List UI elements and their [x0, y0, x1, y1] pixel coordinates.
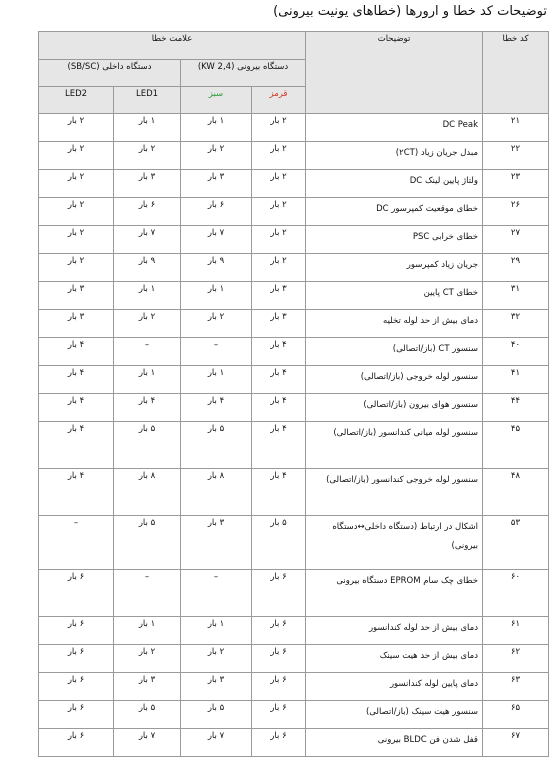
- green-blinks: ۸ بار: [181, 469, 252, 516]
- led1-blinks: ۷ بار: [114, 729, 181, 757]
- led2-blinks: ۲ بار: [39, 142, 114, 170]
- green-blinks: ۲ بار: [181, 310, 252, 338]
- green-blinks: ۳ بار: [181, 673, 252, 701]
- led1-blinks: ۶ بار: [114, 198, 181, 226]
- table-row: [39, 114, 549, 142]
- green-blinks: ۳ بار: [181, 170, 252, 198]
- green-blinks: ۵ بار: [181, 422, 252, 469]
- led2-blinks: ۶ بار: [39, 729, 114, 757]
- green-blinks: ۱ بار: [181, 366, 252, 394]
- table-row: [39, 570, 549, 617]
- led1-blinks: ۵ بار: [114, 701, 181, 729]
- red-blinks: ۴ بار: [252, 422, 306, 469]
- error-code: ۲۱: [483, 114, 549, 142]
- error-description: خطای چک سام EPROM دستگاه بیرونی: [306, 570, 483, 617]
- red-blinks: ۶ بار: [252, 729, 306, 757]
- table-row: [39, 338, 549, 366]
- led2-blinks: ۳ بار: [39, 310, 114, 338]
- error-code: ۴۴: [483, 394, 549, 422]
- led1-blinks: ۱ بار: [114, 114, 181, 142]
- red-blinks: ۶ بار: [252, 570, 306, 617]
- red-blinks: ۶ بار: [252, 645, 306, 673]
- error-description: ولتاژ پایین لینک DC: [306, 170, 483, 198]
- error-code: ۴۵: [483, 422, 549, 469]
- header-red: قرمز: [252, 87, 306, 114]
- green-blinks: ۱ بار: [181, 282, 252, 310]
- red-blinks: ۴ بار: [252, 394, 306, 422]
- error-description: سنسور لوله میانی کندانسور (باز/اتصالی): [306, 422, 483, 469]
- error-code: ۶۵: [483, 701, 549, 729]
- error-code: ۶۳: [483, 673, 549, 701]
- led1-blinks: ۲ بار: [114, 645, 181, 673]
- red-blinks: ۶ بار: [252, 673, 306, 701]
- error-description: اشکال در ارتباط (دستگاه داخلی↔دستگاه بیرونی): [306, 516, 483, 570]
- led2-blinks: ۴ بار: [39, 469, 114, 516]
- error-description: خطای CT پایین: [306, 282, 483, 310]
- led1-blinks: ۱ بار: [114, 366, 181, 394]
- page-title: توضیحات کد خطا و ارورها (خطاهای یونیت بیرونی): [273, 4, 547, 19]
- red-blinks: ۴ بار: [252, 469, 306, 516]
- error-description: خطای خرابی PSC: [306, 226, 483, 254]
- table-row: [39, 394, 549, 422]
- error-code: ۲۶: [483, 198, 549, 226]
- led2-blinks: ۴ بار: [39, 394, 114, 422]
- led2-blinks: ۲ بار: [39, 254, 114, 282]
- error-description: سنسور CT (باز/اتصالی): [306, 338, 483, 366]
- led2-blinks: ۴ بار: [39, 366, 114, 394]
- led2-blinks: ۶ بار: [39, 570, 114, 617]
- error-code: ۲۹: [483, 254, 549, 282]
- red-blinks: ۲ بار: [252, 170, 306, 198]
- error-description: قفل شدن فن BLDC بیرونی: [306, 729, 483, 757]
- led1-blinks: ۲ بار: [114, 310, 181, 338]
- table-row: [39, 469, 549, 516]
- table-row: [39, 170, 549, 198]
- error-code: ۳۲: [483, 310, 549, 338]
- red-blinks: ۲ بار: [252, 114, 306, 142]
- led2-blinks: ۶ بار: [39, 617, 114, 645]
- table-row: [39, 310, 549, 338]
- error-description: جریان زیاد کمپرسور: [306, 254, 483, 282]
- led1-blinks: –: [114, 338, 181, 366]
- green-blinks: ۳ بار: [181, 516, 252, 570]
- green-blinks: ۷ بار: [181, 226, 252, 254]
- table-row: [39, 422, 549, 469]
- header-led2: LED2: [39, 87, 114, 114]
- led1-blinks: ۴ بار: [114, 394, 181, 422]
- table-row: [39, 645, 549, 673]
- table-row: [39, 142, 549, 170]
- error-description: سنسور هوای بیرون (باز/اتصالی): [306, 394, 483, 422]
- error-code: ۶۰: [483, 570, 549, 617]
- table-row: [39, 516, 549, 570]
- led2-blinks: ۲ بار: [39, 114, 114, 142]
- green-blinks: ۶ بار: [181, 198, 252, 226]
- error-code: ۶۲: [483, 645, 549, 673]
- red-blinks: ۴ بار: [252, 338, 306, 366]
- green-blinks: ۲ بار: [181, 142, 252, 170]
- table-row: [39, 617, 549, 645]
- red-blinks: ۵ بار: [252, 516, 306, 570]
- error-code: ۲۷: [483, 226, 549, 254]
- red-blinks: ۲ بار: [252, 142, 306, 170]
- error-description: دمای بیش از حد لوله کندانسور: [306, 617, 483, 645]
- error-description: سنسور لوله خروجی (باز/اتصالی): [306, 366, 483, 394]
- error-code: ۶۷: [483, 729, 549, 757]
- led2-blinks: ۲ بار: [39, 226, 114, 254]
- led1-blinks: ۹ بار: [114, 254, 181, 282]
- led1-blinks: –: [114, 570, 181, 617]
- table-row: [39, 198, 549, 226]
- red-blinks: ۴ بار: [252, 366, 306, 394]
- error-code: ۵۳: [483, 516, 549, 570]
- led2-blinks: ۴ بار: [39, 338, 114, 366]
- table-row: [39, 282, 549, 310]
- error-code: ۶۱: [483, 617, 549, 645]
- error-description: سنسور هیت سینک (باز/اتصالی): [306, 701, 483, 729]
- error-description: DC Peak: [306, 114, 483, 142]
- led1-blinks: ۷ بار: [114, 226, 181, 254]
- error-description: دمای بیش از حد هیت سینک: [306, 645, 483, 673]
- error-codes-table: [38, 31, 549, 757]
- table-row: [39, 701, 549, 729]
- error-code: ۲۳: [483, 170, 549, 198]
- red-blinks: ۲ بار: [252, 226, 306, 254]
- table-row: [39, 366, 549, 394]
- led1-blinks: ۵ بار: [114, 516, 181, 570]
- header-led1: LED1: [114, 87, 181, 114]
- led2-blinks: ۶ بار: [39, 673, 114, 701]
- red-blinks: ۶ بار: [252, 701, 306, 729]
- led2-blinks: ۲ بار: [39, 198, 114, 226]
- led1-blinks: ۱ بار: [114, 282, 181, 310]
- green-blinks: ۴ بار: [181, 394, 252, 422]
- error-description: مبدل جریان زیاد (۲CT): [306, 142, 483, 170]
- led1-blinks: ۲ بار: [114, 142, 181, 170]
- error-code: ۲۲: [483, 142, 549, 170]
- led2-blinks: –: [39, 516, 114, 570]
- led1-blinks: ۵ بار: [114, 422, 181, 469]
- green-blinks: ۱ بار: [181, 617, 252, 645]
- green-blinks: ۵ بار: [181, 701, 252, 729]
- table-row: [39, 254, 549, 282]
- error-code: ۳۱: [483, 282, 549, 310]
- header-outdoor-unit: دستگاه بیرونی (KW 2,4): [181, 60, 306, 87]
- led2-blinks: ۶ بار: [39, 645, 114, 673]
- table-row: [39, 729, 549, 757]
- table-row: [39, 673, 549, 701]
- red-blinks: ۲ بار: [252, 254, 306, 282]
- header-code: کد خطا: [483, 32, 549, 114]
- header-description: توضیحات: [306, 32, 483, 114]
- header-error-sign: علامت خطا: [39, 32, 306, 60]
- green-blinks: ۹ بار: [181, 254, 252, 282]
- green-blinks: ۲ بار: [181, 645, 252, 673]
- led1-blinks: ۳ بار: [114, 673, 181, 701]
- led1-blinks: ۳ بار: [114, 170, 181, 198]
- error-code: ۴۰: [483, 338, 549, 366]
- red-blinks: ۳ بار: [252, 282, 306, 310]
- led2-blinks: ۶ بار: [39, 701, 114, 729]
- header-indoor-unit: دستگاه داخلی (SB/SC): [39, 60, 181, 87]
- led2-blinks: ۲ بار: [39, 170, 114, 198]
- green-blinks: ۱ بار: [181, 114, 252, 142]
- error-description: سنسور لوله خروجی کندانسور (باز/اتصالی): [306, 469, 483, 516]
- header-green: سبز: [181, 87, 252, 114]
- table-row: [39, 226, 549, 254]
- led1-blinks: ۱ بار: [114, 617, 181, 645]
- error-code: ۴۸: [483, 469, 549, 516]
- error-code: ۴۱: [483, 366, 549, 394]
- green-blinks: –: [181, 338, 252, 366]
- led1-blinks: ۸ بار: [114, 469, 181, 516]
- red-blinks: ۳ بار: [252, 310, 306, 338]
- error-description: دمای بیش از حد لوله تخلیه: [306, 310, 483, 338]
- error-description: دمای پایین لوله کندانسور: [306, 673, 483, 701]
- green-blinks: ۷ بار: [181, 729, 252, 757]
- led2-blinks: ۳ بار: [39, 282, 114, 310]
- red-blinks: ۲ بار: [252, 198, 306, 226]
- red-blinks: ۶ بار: [252, 617, 306, 645]
- error-description: خطای موقعیت کمپرسور DC: [306, 198, 483, 226]
- led2-blinks: ۴ بار: [39, 422, 114, 469]
- green-blinks: –: [181, 570, 252, 617]
